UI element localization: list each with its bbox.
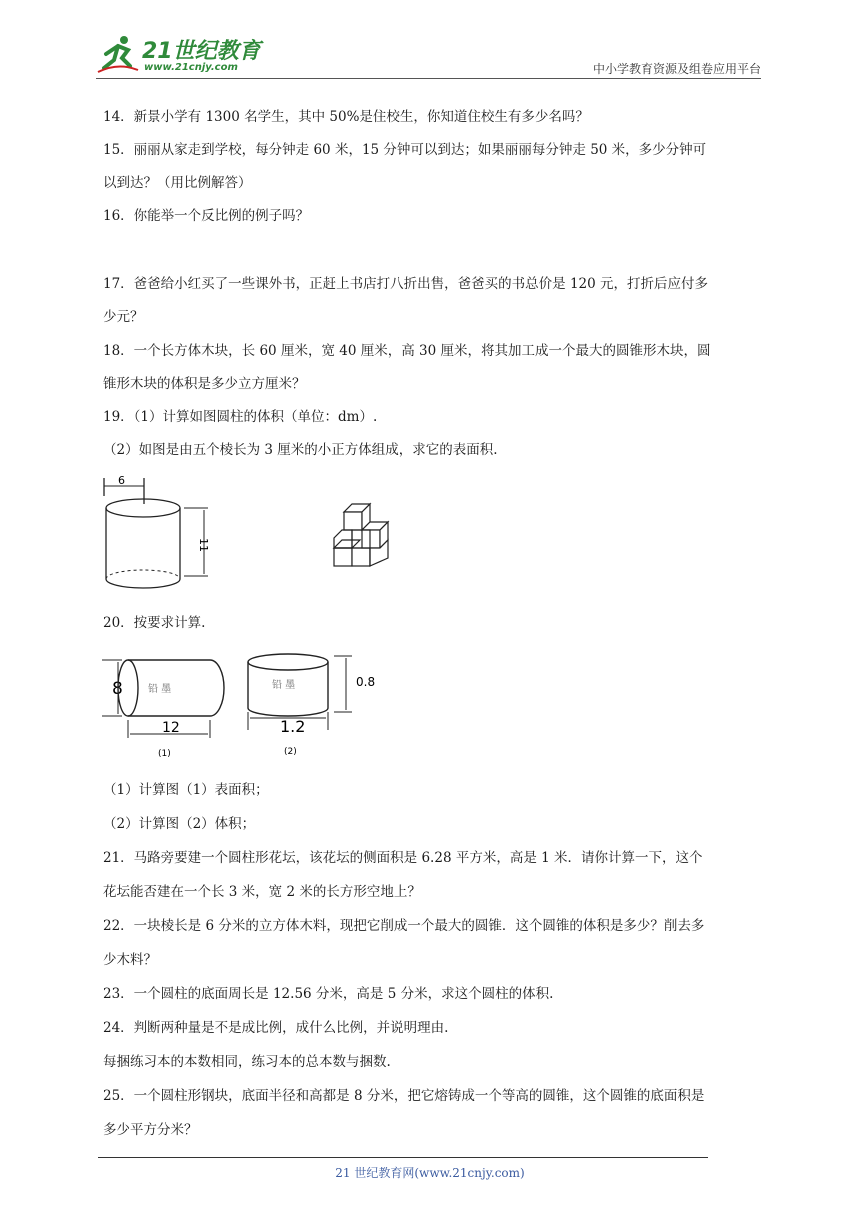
header-divider — [96, 78, 761, 79]
question-18-line2: 锥形木块的体积是多少立方厘米？ — [103, 376, 306, 392]
question-20-part1: （1）计算图（1）表面积； — [103, 782, 269, 798]
question-22-line2: 少木料？ — [103, 952, 157, 968]
cubes-figure-q19 — [330, 500, 400, 575]
cylinder-figure-2 — [240, 648, 390, 760]
question-15-line1: 15．丽丽从家走到学校，每分钟走 60 米，15 分钟可以到达；如果丽丽每分钟走 50 米，多少分钟可 — [103, 142, 707, 158]
question-19-part1: 19．（1）计算如图圆柱的体积（单位：dm）. — [103, 409, 378, 425]
question-23: 23．一个圆柱的底面周长是 12.56 分米，高是 5 分米，求这个圆柱的体积. — [103, 986, 554, 1002]
header-platform-text: 中小学教育资源及组卷应用平台 — [592, 62, 761, 76]
cylinder-height-label: 11 — [197, 538, 210, 552]
question-25-line1: 25．一个圆柱形钢块，底面半径和高都是 8 分米，把它熔铸成一个等高的圆锥，这个圆锥的底面积是 — [103, 1088, 705, 1104]
question-21-line1: 21．马路旁要建一个圆柱形花坛，该花坛的侧面积是 6.28 平方米，高是 1 米．请你计算一下，这个 — [103, 850, 703, 866]
question-15-line2: 以到达？（用比例解答） — [103, 175, 252, 191]
logo-text: 21世纪教育 — [142, 39, 261, 64]
question-20: 20．按要求计算. — [103, 615, 206, 631]
footer-divider — [98, 1157, 708, 1158]
figure2-height-label: 0.8 — [356, 675, 376, 689]
logo-subtext: www.21cnjy.com — [144, 62, 238, 73]
figure1-length-label: 12 — [162, 720, 180, 736]
cylinder-diameter-label: 6 — [118, 474, 125, 487]
page-header — [96, 28, 761, 80]
site-logo — [96, 32, 266, 76]
cylinder-figure-1 — [100, 650, 230, 762]
question-17-line1: 17．爸爸给小红买了一些课外书，正赶上书店打八折出售，爸爸买的书总价是 120 元，打折后应付多 — [103, 276, 709, 292]
svg-text:铅 墨: 铅 墨 — [272, 680, 296, 691]
question-25-line2: 多少平方分米？ — [103, 1122, 198, 1138]
cylinder-figure-q19 — [100, 474, 215, 596]
svg-text:铅 墨: 铅 墨 — [148, 684, 172, 695]
question-19-part2: （2）如图是由五个棱长为 3 厘米的小正方体组成，求它的表面积. — [103, 442, 498, 458]
figure2-caption: (2) — [284, 747, 297, 757]
figure1-height-label: 8 — [112, 679, 123, 699]
question-20-part2: （2）计算图（2）体积； — [103, 816, 256, 832]
question-16: 16．你能举一个反比例的例子吗？ — [103, 208, 310, 224]
question-21-line2: 花坛能否建在一个长 3 米，宽 2 米的长方形空地上？ — [103, 884, 421, 900]
question-24-line2: 每捆练习本的本数相同，练习本的总本数与捆数. — [103, 1054, 391, 1070]
question-18-line1: 18．一个长方体木块，长 60 厘米，宽 40 厘米，高 30 厘米，将其加工成一个最大的圆锥形木块，圆 — [103, 343, 711, 359]
question-24-line1: 24．判断两种量是不是成比例，成什么比例，并说明理由. — [103, 1020, 449, 1036]
figure2-width-label: 1.2 — [280, 717, 306, 736]
runner-icon — [96, 32, 140, 76]
question-14: 14．新景小学有 1300 名学生，其中 50%是住校生，你知道住校生有多少名吗？ — [103, 109, 589, 125]
footer-text: 21 世纪教育网(www.21cnjy.com) — [335, 1166, 525, 1180]
question-17-line2: 少元？ — [103, 309, 144, 325]
figure1-caption: (1) — [158, 749, 171, 759]
question-22-line1: 22．一块棱长是 6 分米的立方体木料，现把它削成一个最大的圆锥．这个圆锥的体积是多少？削去多 — [103, 918, 705, 934]
